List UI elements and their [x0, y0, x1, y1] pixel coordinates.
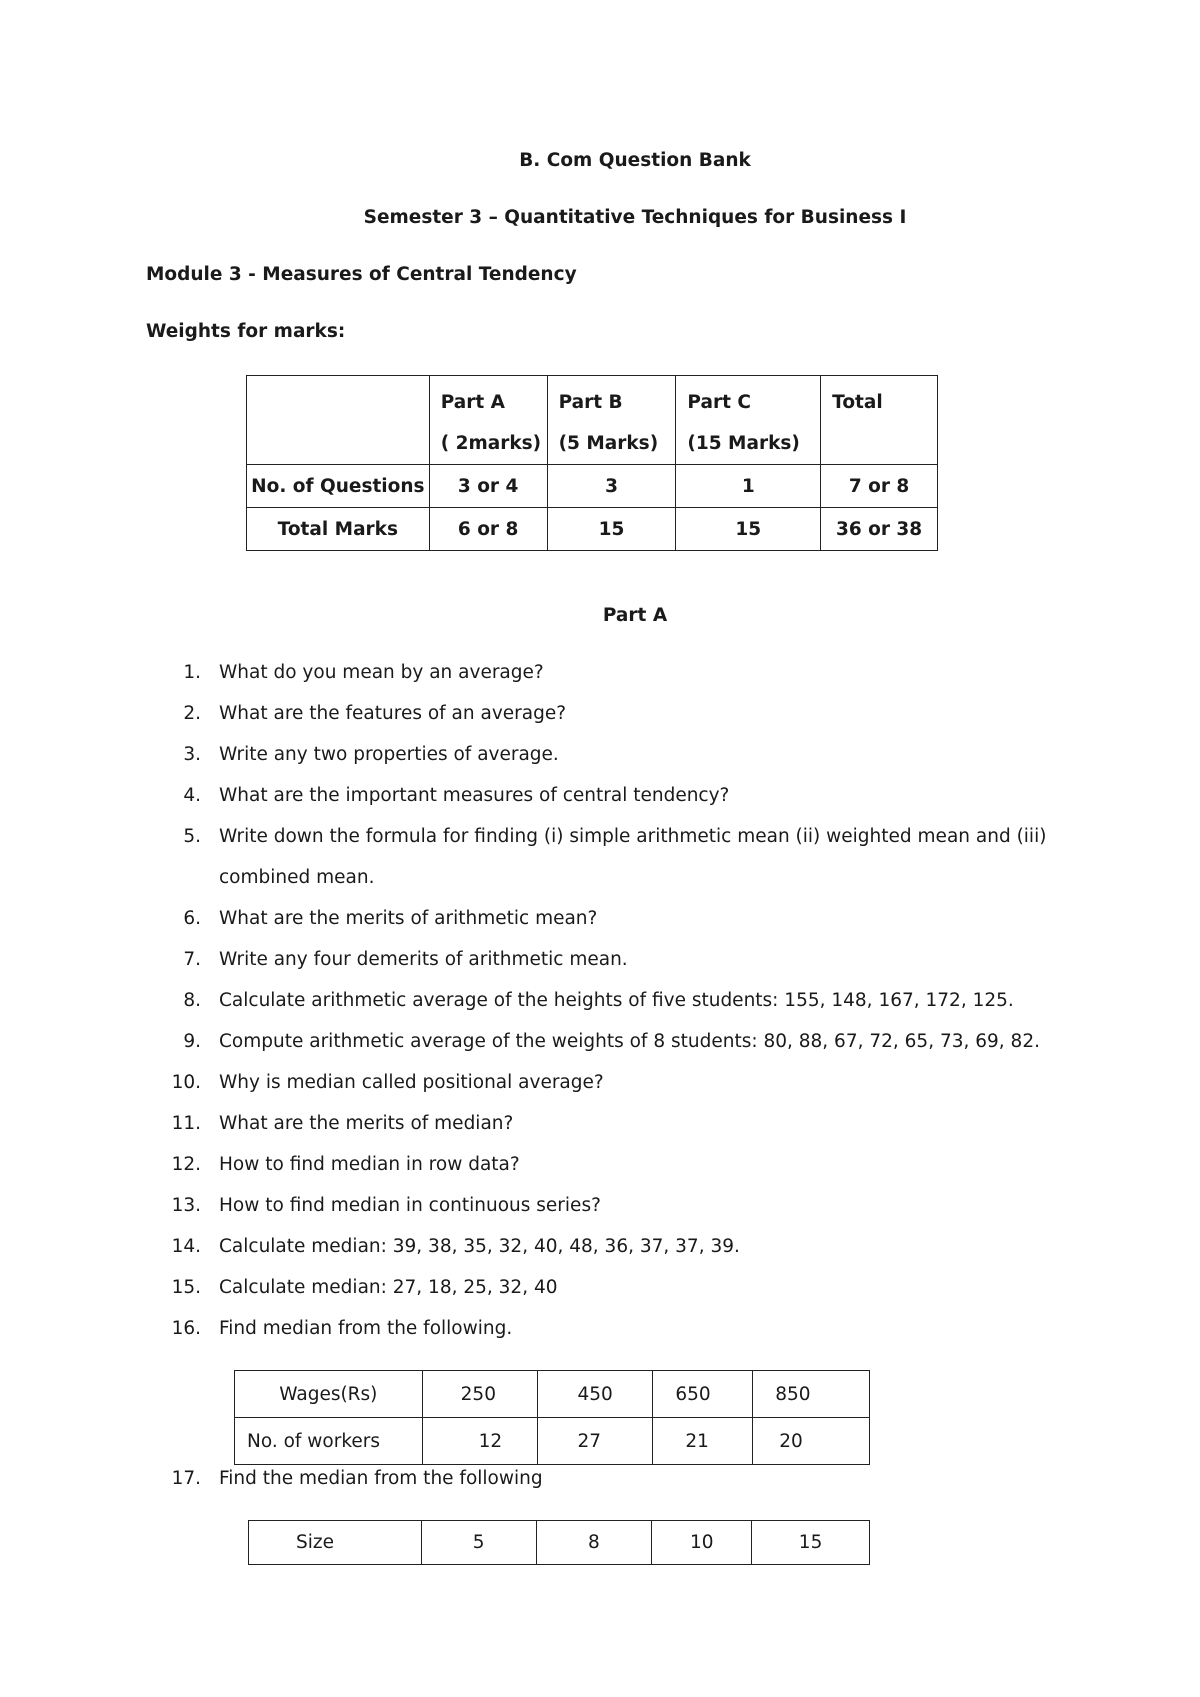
size-row [249, 1521, 870, 1565]
row-label: Size [249, 1521, 422, 1565]
row-label: Total Marks [247, 508, 430, 551]
row-label: Wages(Rs) [235, 1371, 423, 1418]
module-heading: Module 3 - Measures of Central Tendency [146, 264, 577, 285]
row-label: No. of workers [235, 1418, 423, 1465]
table-cell: 15 [676, 508, 821, 551]
question-text: Write down the formula for finding (i) simple arithmetic mean (ii) weighted mean and (iii) [219, 826, 1047, 847]
weights-header-cell: Part B (5 Marks) [547, 376, 676, 465]
question-text: Write any two properties of average. [219, 744, 559, 765]
size-table [248, 1520, 870, 1565]
weights-row-questions [247, 465, 938, 508]
question-text: What are the important measures of central tendency? [219, 785, 730, 806]
row-label: No. of Questions [247, 465, 430, 508]
weights-header-cell: Part C (15 Marks) [676, 376, 821, 465]
weights-header-cell: Total [821, 376, 938, 465]
table-cell: 6 or 8 [429, 508, 547, 551]
weights-label: Weights for marks: [146, 321, 346, 342]
document-subtitle: Semester 3 – Quantitative Techniques for Business I [363, 207, 907, 228]
table-cell: 8 [536, 1521, 652, 1565]
wages-row [235, 1371, 870, 1418]
question-number: 15. [171, 1277, 201, 1298]
question-text: What are the merits of median? [219, 1113, 514, 1134]
question-number: 8. [183, 990, 201, 1011]
question-text: What do you mean by an average? [219, 662, 544, 683]
question-number: 1. [183, 662, 201, 683]
table-cell: 1 [676, 465, 821, 508]
question-number: 13. [171, 1195, 201, 1216]
question-number: 16. [171, 1318, 201, 1339]
weights-row-marks [247, 508, 938, 551]
table-cell: 10 [652, 1521, 752, 1565]
table-cell: 36 or 38 [821, 508, 938, 551]
weights-table [246, 375, 938, 551]
question-number: 6. [183, 908, 201, 929]
question-number: 10. [171, 1072, 201, 1093]
question-text: Calculate median: 39, 38, 35, 32, 40, 48, 36, 37, 37, 39. [219, 1236, 740, 1257]
weights-header-cell: Part A ( 2marks) [429, 376, 547, 465]
part-a-heading: Part A [602, 605, 668, 626]
question-number: 4. [183, 785, 201, 806]
question-text: What are the merits of arithmetic mean? [219, 908, 598, 929]
table-cell: 12 [422, 1418, 537, 1465]
question-text: Write any four demerits of arithmetic mean. [219, 949, 628, 970]
question-text: Calculate median: 27, 18, 25, 32, 40 [219, 1277, 558, 1298]
document-title: B. Com Question Bank [519, 150, 751, 171]
question-number: 11. [171, 1113, 201, 1134]
question-number: 17. [171, 1468, 201, 1489]
wages-table [234, 1370, 870, 1465]
question-text: What are the features of an average? [219, 703, 567, 724]
question-number: 5. [183, 826, 201, 847]
table-cell: 27 [537, 1418, 653, 1465]
question-text: Find median from the following. [219, 1318, 513, 1339]
table-cell: 850 [753, 1371, 870, 1418]
question-number: 7. [183, 949, 201, 970]
table-cell: 21 [653, 1418, 753, 1465]
workers-row [235, 1418, 870, 1465]
question-number: 9. [183, 1031, 201, 1052]
table-cell: 450 [537, 1371, 653, 1418]
question-text: How to find median in continuous series? [219, 1195, 601, 1216]
question-number: 3. [183, 744, 201, 765]
weights-corner-cell [247, 376, 430, 465]
table-cell: 5 [421, 1521, 536, 1565]
weights-header-row [247, 376, 938, 465]
table-cell: 7 or 8 [821, 465, 938, 508]
question-text-continuation: combined mean. [219, 867, 375, 888]
table-cell: 15 [547, 508, 676, 551]
table-cell: 15 [752, 1521, 870, 1565]
question-text: How to find median in row data? [219, 1154, 520, 1175]
table-cell: 650 [653, 1371, 753, 1418]
question-number: 2. [183, 703, 201, 724]
table-cell: 20 [753, 1418, 870, 1465]
question-number: 12. [171, 1154, 201, 1175]
question-text: Find the median from the following [219, 1468, 543, 1489]
question-text: Compute arithmetic average of the weights of 8 students: 80, 88, 67, 72, 65, 73, 69, 82. [219, 1031, 1040, 1052]
table-cell: 3 [547, 465, 676, 508]
table-cell: 250 [422, 1371, 537, 1418]
table-cell: 3 or 4 [429, 465, 547, 508]
question-number: 14. [171, 1236, 201, 1257]
question-text: Calculate arithmetic average of the heights of five students: 155, 148, 167, 172, 125. [219, 990, 1014, 1011]
question-text: Why is median called positional average? [219, 1072, 604, 1093]
